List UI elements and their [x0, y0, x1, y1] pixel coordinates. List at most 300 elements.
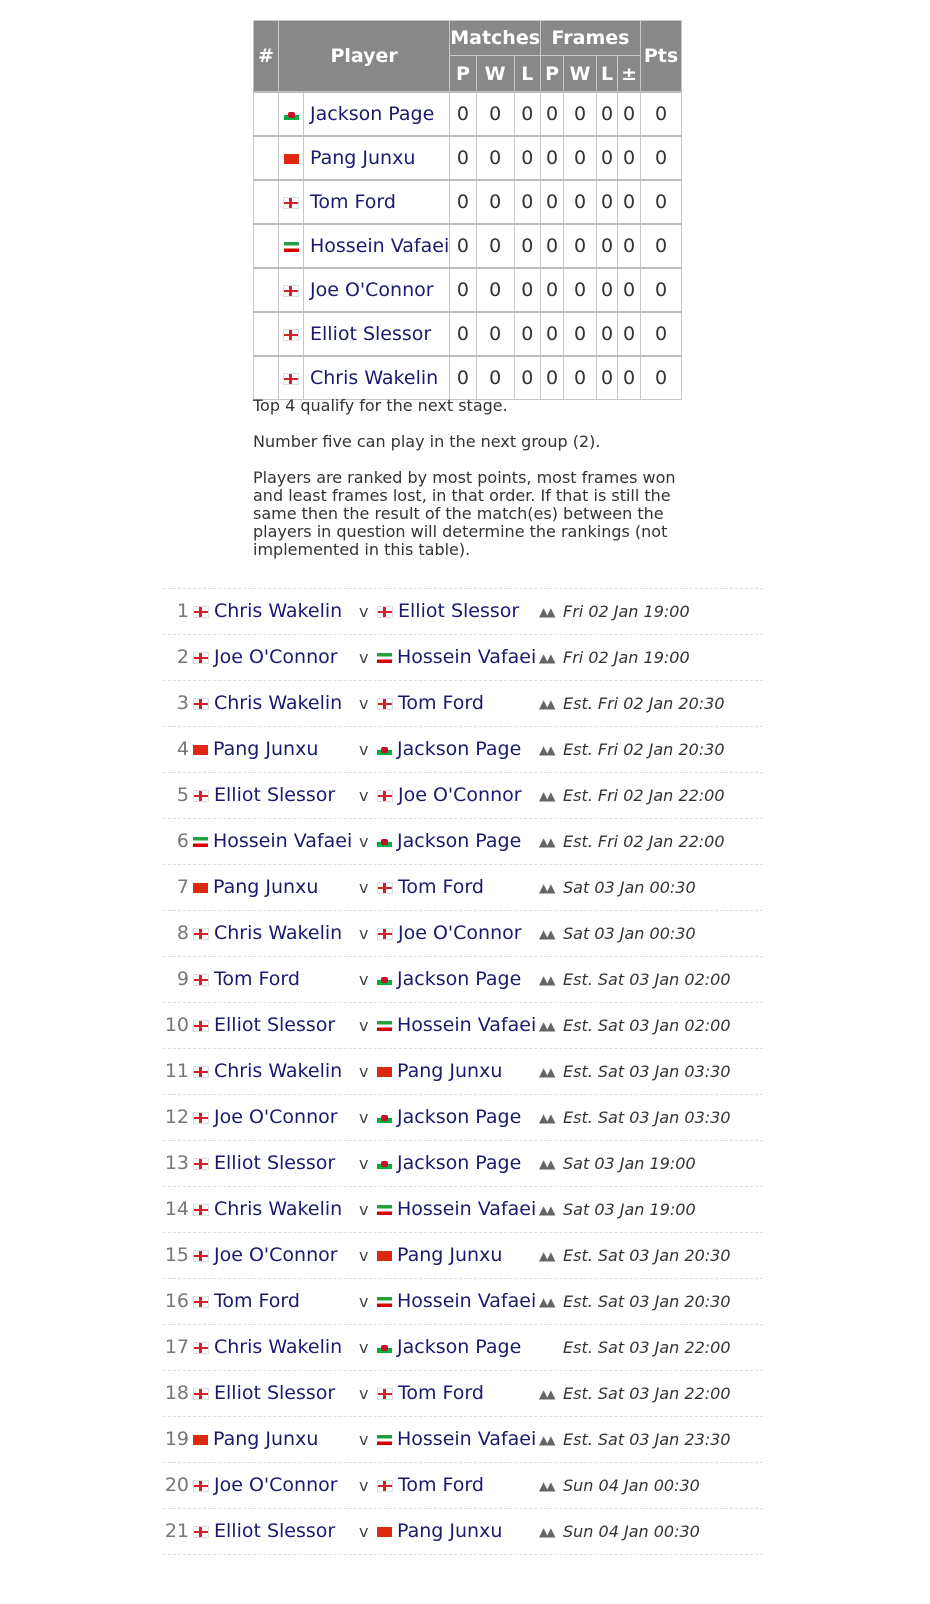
flag-eng-icon — [377, 1388, 393, 1400]
fixture-player-2[interactable] — [377, 738, 521, 760]
fixture-player-2-name[interactable]: Pang Junxu — [397, 1060, 503, 1082]
standings-table — [253, 20, 682, 400]
fixture-player-2[interactable] — [377, 1152, 521, 1174]
versus-label: v — [359, 648, 369, 667]
fixture-player-2-name[interactable]: Jackson Page — [397, 830, 522, 852]
matches-lost-header: L — [514, 56, 540, 93]
standings-row — [254, 224, 682, 268]
versus-label: v — [359, 740, 369, 759]
players-table-icon: ▲▲ — [539, 1157, 554, 1171]
versus-label: v — [359, 1062, 369, 1081]
flag-chn-icon — [193, 1435, 208, 1445]
fixture-player-1[interactable] — [193, 1152, 335, 1174]
fixture-player-1-name[interactable]: Joe O'Connor — [214, 1474, 338, 1496]
frames-diff: 0 — [618, 92, 641, 136]
fixture-number: 18 — [164, 1382, 189, 1404]
fixture-player-2-name[interactable]: Jackson Page — [397, 1336, 522, 1358]
flag-eng-icon — [193, 1112, 209, 1124]
versus-label: v — [359, 878, 369, 897]
flag-eng-icon — [193, 1388, 209, 1400]
flag-eng-icon — [283, 329, 299, 341]
fixture-player-2[interactable] — [377, 1244, 502, 1266]
frames-lost: 0 — [597, 224, 618, 268]
fixture-player-2-name[interactable]: Jackson Page — [397, 738, 522, 760]
players-table-icon: ▲▲ — [539, 651, 554, 665]
points: 0 — [641, 136, 682, 180]
fixture-player-2[interactable] — [377, 692, 484, 714]
frames-won: 0 — [564, 180, 597, 224]
frames-played: 0 — [541, 312, 564, 356]
fixture-time: Sun 04 Jan 00:30 — [563, 1476, 700, 1495]
flag-eng-icon — [193, 790, 209, 802]
fixture-player-2-name[interactable]: Pang Junxu — [397, 1244, 503, 1266]
versus-label: v — [359, 786, 369, 805]
rank-header: # — [254, 21, 279, 93]
flag-cell — [279, 312, 304, 356]
fixture-time: Est. Sat 03 Jan 03:30 — [563, 1108, 731, 1127]
standings-row — [254, 180, 682, 224]
fixture-number: 3 — [176, 692, 189, 714]
fixture-player-2[interactable] — [377, 784, 522, 806]
fixture-player-1-name[interactable]: Joe O'Connor — [214, 646, 338, 668]
points: 0 — [641, 224, 682, 268]
fixture-number: 14 — [164, 1198, 189, 1220]
fixture-row — [163, 1094, 763, 1140]
fixture-number: 13 — [164, 1152, 189, 1174]
fixture-player-2[interactable] — [377, 876, 484, 898]
fixture-player-2-name[interactable]: Tom Ford — [398, 1474, 484, 1496]
frames-played: 0 — [541, 92, 564, 136]
flag-eng-icon — [193, 1066, 209, 1078]
fixture-row — [163, 1324, 763, 1370]
player-name-link[interactable]: Chris Wakelin — [304, 356, 450, 400]
matches-won: 0 — [476, 312, 514, 356]
players-table-icon: ▲▲ — [539, 835, 554, 849]
frames-diff: 0 — [618, 224, 641, 268]
frames-lost: 0 — [597, 356, 618, 400]
fixture-player-1[interactable] — [193, 830, 352, 852]
fixture-player-1-name[interactable]: Chris Wakelin — [214, 1060, 343, 1082]
players-table-icon: ▲▲ — [539, 1295, 554, 1309]
versus-label: v — [359, 1200, 369, 1219]
flag-wal-icon — [377, 1113, 392, 1123]
players-table-icon: ▲▲ — [539, 1479, 554, 1493]
rank-cell — [254, 268, 279, 312]
versus-label: v — [359, 970, 369, 989]
fixture-player-1-name[interactable]: Elliot Slessor — [214, 1382, 336, 1404]
flag-eng-icon — [377, 882, 393, 894]
fixture-player-1-name[interactable]: Chris Wakelin — [214, 692, 343, 714]
frames-played: 0 — [541, 136, 564, 180]
flag-wal-icon — [377, 975, 392, 985]
versus-label: v — [359, 694, 369, 713]
points: 0 — [641, 268, 682, 312]
versus-label: v — [359, 832, 369, 851]
flag-irn-icon — [377, 1021, 392, 1031]
fixture-player-2[interactable] — [377, 1428, 536, 1450]
fixture-player-1-name[interactable]: Elliot Slessor — [214, 1152, 336, 1174]
fixture-player-2[interactable] — [377, 1382, 484, 1404]
rank-cell — [254, 356, 279, 400]
fixture-time: Est. Sat 03 Jan 20:30 — [563, 1246, 731, 1265]
players-table-icon: ▲▲ — [539, 1065, 554, 1079]
fixture-row — [163, 1140, 763, 1186]
fixture-player-2-name[interactable]: Jackson Page — [397, 1106, 522, 1128]
fixture-player-2[interactable] — [377, 646, 536, 668]
frames-won: 0 — [564, 92, 597, 136]
versus-label: v — [359, 1292, 369, 1311]
fixture-player-1-name[interactable]: Joe O'Connor — [214, 1106, 338, 1128]
fixture-player-2-name[interactable]: Hossein Vafaei — [397, 1428, 537, 1450]
versus-label: v — [359, 602, 369, 621]
fixture-player-2[interactable] — [377, 1060, 502, 1082]
fixture-row — [163, 1002, 763, 1048]
flag-eng-icon — [377, 1480, 393, 1492]
fixture-row — [163, 1232, 763, 1278]
versus-label: v — [359, 1154, 369, 1173]
fixture-player-2[interactable] — [377, 1336, 521, 1358]
flag-eng-icon — [193, 1342, 209, 1354]
fixture-row — [163, 680, 763, 726]
fixture-row — [163, 772, 763, 818]
fixture-number: 10 — [164, 1014, 189, 1036]
frames-diff: 0 — [618, 180, 641, 224]
table-notes — [253, 397, 683, 577]
flag-eng-icon — [193, 1480, 209, 1492]
matches-won: 0 — [476, 92, 514, 136]
fixture-number: 7 — [176, 876, 189, 898]
rank-cell — [254, 92, 279, 136]
player-name-link[interactable]: Elliot Slessor — [304, 312, 450, 356]
matches-played: 0 — [450, 312, 476, 356]
fixture-player-2[interactable] — [377, 1474, 484, 1496]
fixture-player-2[interactable] — [377, 1520, 502, 1542]
fixture-player-1[interactable] — [193, 876, 318, 898]
fixture-player-2[interactable] — [377, 1106, 521, 1128]
fixture-row — [163, 1462, 763, 1508]
fixtures-list — [163, 588, 763, 1555]
fixture-player-1[interactable] — [193, 1382, 335, 1404]
fixture-row — [163, 910, 763, 956]
fixture-number: 12 — [164, 1106, 189, 1128]
matches-header: Matches — [450, 21, 541, 56]
flag-eng-icon — [377, 790, 393, 802]
fixture-player-2[interactable] — [377, 1014, 536, 1036]
fixture-player-1[interactable] — [193, 784, 335, 806]
players-table-icon: ▲▲ — [539, 1203, 554, 1217]
fixture-row — [163, 1278, 763, 1324]
frames-won: 0 — [564, 268, 597, 312]
fixture-time: Est. Sat 03 Jan 20:30 — [563, 1292, 731, 1311]
fixture-number: 8 — [176, 922, 189, 944]
fixture-player-2-name[interactable]: Tom Ford — [398, 1382, 484, 1404]
fixture-time: Sat 03 Jan 00:30 — [563, 924, 696, 943]
fixture-player-1-name[interactable]: Tom Ford — [214, 1290, 300, 1312]
flag-eng-icon — [193, 1296, 209, 1308]
frames-diff: 0 — [618, 268, 641, 312]
note-ranking: Players are ranked by most points, most frames won and least frames lost, in that order. If that is still the same then the result of the match(es) between the players in question will determine the rankings (not implemented in this table). — [253, 468, 676, 559]
flag-wal-icon — [377, 1159, 392, 1169]
flag-irn-icon — [193, 837, 208, 847]
standings-row — [254, 312, 682, 356]
flag-wal-icon — [377, 837, 392, 847]
fixture-player-2[interactable] — [377, 830, 521, 852]
fixture-player-1-name[interactable]: Chris Wakelin — [214, 1336, 343, 1358]
flag-eng-icon — [193, 698, 209, 710]
fixture-player-2[interactable] — [377, 1198, 536, 1220]
frames-won: 0 — [564, 136, 597, 180]
fixture-player-1[interactable] — [193, 1474, 338, 1496]
fixture-player-2-name[interactable]: Joe O'Connor — [398, 922, 522, 944]
fixture-player-2-name[interactable]: Joe O'Connor — [398, 784, 522, 806]
flag-irn-icon — [377, 1435, 392, 1445]
points: 0 — [641, 312, 682, 356]
matches-lost: 0 — [514, 312, 540, 356]
fixture-number: 11 — [164, 1060, 189, 1082]
fixture-player-1[interactable] — [193, 1060, 342, 1082]
flag-irn-icon — [377, 1297, 392, 1307]
players-table-icon: ▲▲ — [539, 743, 554, 757]
fixture-player-2[interactable] — [377, 968, 521, 990]
matches-played: 0 — [450, 92, 476, 136]
fixture-time: Est. Sat 03 Jan 23:30 — [563, 1430, 731, 1449]
flag-eng-icon — [377, 606, 393, 618]
player-name-link[interactable]: Hossein Vafaei — [304, 224, 450, 268]
frames-lost: 0 — [597, 180, 618, 224]
flag-cell — [279, 92, 304, 136]
fixture-row — [163, 726, 763, 772]
fixture-row — [163, 1048, 763, 1094]
fixture-number: 1 — [176, 600, 189, 622]
flag-chn-icon — [284, 154, 299, 164]
flag-wal-icon — [284, 110, 299, 120]
players-table-icon: ▲▲ — [539, 973, 554, 987]
player-name-link[interactable]: Jackson Page — [304, 92, 450, 136]
fixture-player-2-name[interactable]: Tom Ford — [398, 876, 484, 898]
players-table-icon: ▲▲ — [539, 1249, 554, 1263]
fixture-player-1[interactable] — [193, 1106, 338, 1128]
frames-lost: 0 — [597, 268, 618, 312]
fixture-player-1-name[interactable]: Pang Junxu — [213, 1428, 319, 1450]
flag-eng-icon — [193, 974, 209, 986]
frames-won: 0 — [564, 224, 597, 268]
fixture-player-1-name[interactable]: Joe O'Connor — [214, 1244, 338, 1266]
frames-played: 0 — [541, 356, 564, 400]
fixture-player-2-name[interactable]: Hossein Vafaei — [397, 646, 537, 668]
flag-eng-icon — [193, 652, 209, 664]
matches-played: 0 — [450, 268, 476, 312]
fixture-player-1[interactable] — [193, 922, 342, 944]
fixture-player-1-name[interactable]: Hossein Vafaei — [213, 830, 353, 852]
flag-chn-icon — [377, 1251, 392, 1261]
fixture-number: 19 — [164, 1428, 189, 1450]
flag-eng-icon — [193, 1020, 209, 1032]
versus-label: v — [359, 1430, 369, 1449]
fixture-player-1-name[interactable]: Chris Wakelin — [214, 922, 343, 944]
fixture-player-2-name[interactable]: Jackson Page — [397, 1152, 522, 1174]
frames-diff: 0 — [618, 312, 641, 356]
matches-won: 0 — [476, 356, 514, 400]
flag-cell — [279, 224, 304, 268]
versus-label: v — [359, 1522, 369, 1541]
fixture-number: 4 — [176, 738, 189, 760]
fixture-player-1[interactable] — [193, 1014, 335, 1036]
players-table-icon: ▲▲ — [539, 789, 554, 803]
fixture-time: Sat 03 Jan 19:00 — [563, 1154, 696, 1173]
fixture-row — [163, 1370, 763, 1416]
frames-diff: 0 — [618, 136, 641, 180]
flag-eng-icon — [193, 1526, 209, 1538]
matches-lost: 0 — [514, 224, 540, 268]
points: 0 — [641, 92, 682, 136]
player-name-link[interactable]: Tom Ford — [304, 180, 450, 224]
fixture-time: Fri 02 Jan 19:00 — [563, 648, 690, 667]
flag-cell — [279, 356, 304, 400]
fixture-row — [163, 1508, 763, 1555]
note-group: Number five can play in the next group (2). — [253, 432, 601, 451]
fixture-player-1[interactable] — [193, 1336, 342, 1358]
fixture-player-2[interactable] — [377, 1290, 536, 1312]
frames-won: 0 — [564, 312, 597, 356]
matches-played-header: P — [450, 56, 476, 93]
flag-wal-icon — [377, 1343, 392, 1353]
fixture-time: Est. Sat 03 Jan 22:00 — [563, 1338, 731, 1357]
matches-won: 0 — [476, 224, 514, 268]
fixture-number: 15 — [164, 1244, 189, 1266]
fixture-number: 17 — [164, 1336, 189, 1358]
players-table-icon: ▲▲ — [539, 1019, 554, 1033]
matches-played: 0 — [450, 180, 476, 224]
fixture-player-2-name[interactable]: Tom Ford — [398, 692, 484, 714]
fixture-player-1-name[interactable]: Elliot Slessor — [214, 1520, 336, 1542]
players-table-icon: ▲▲ — [539, 1111, 554, 1125]
fixture-player-1[interactable] — [193, 692, 342, 714]
fixture-player-2-name[interactable]: Jackson Page — [397, 968, 522, 990]
fixture-player-2-name[interactable]: Hossein Vafaei — [397, 1014, 537, 1036]
fixture-player-1[interactable] — [193, 646, 338, 668]
frames-won: 0 — [564, 356, 597, 400]
fixture-player-2-name[interactable]: Pang Junxu — [397, 1520, 503, 1542]
fixture-row — [163, 1416, 763, 1462]
matches-won: 0 — [476, 268, 514, 312]
matches-played: 0 — [450, 356, 476, 400]
fixture-time: Est. Sat 03 Jan 03:30 — [563, 1062, 731, 1081]
versus-label: v — [359, 924, 369, 943]
flag-eng-icon — [193, 1250, 209, 1262]
flag-eng-icon — [377, 698, 393, 710]
matches-lost: 0 — [514, 92, 540, 136]
fixture-time: Est. Sat 03 Jan 02:00 — [563, 1016, 731, 1035]
fixture-player-1[interactable] — [193, 1520, 335, 1542]
versus-label: v — [359, 1246, 369, 1265]
flag-cell — [279, 180, 304, 224]
fixture-time: Est. Fri 02 Jan 20:30 — [563, 740, 725, 759]
matches-won-header: W — [476, 56, 514, 93]
flag-eng-icon — [283, 285, 299, 297]
fixture-time: Sun 04 Jan 00:30 — [563, 1522, 700, 1541]
fixture-player-1-name[interactable]: Chris Wakelin — [214, 600, 343, 622]
matches-lost: 0 — [514, 136, 540, 180]
player-header: Player — [279, 21, 450, 93]
players-table-icon: ▲▲ — [539, 1387, 554, 1401]
players-table-icon: ▲▲ — [539, 1525, 554, 1539]
players-table-icon: ▲▲ — [539, 881, 554, 895]
fixture-number: 20 — [164, 1474, 189, 1496]
frames-lost: 0 — [597, 136, 618, 180]
players-table-icon: ▲▲ — [539, 697, 554, 711]
flag-irn-icon — [377, 653, 392, 663]
flag-chn-icon — [377, 1527, 392, 1537]
frames-played-header: P — [541, 56, 564, 93]
fixture-player-1[interactable] — [193, 1428, 318, 1450]
fixture-time: Sat 03 Jan 19:00 — [563, 1200, 696, 1219]
players-table-icon: ▲▲ — [539, 927, 554, 941]
matches-lost: 0 — [514, 356, 540, 400]
fixture-player-2[interactable] — [377, 600, 519, 622]
frames-lost: 0 — [597, 92, 618, 136]
fixture-player-1[interactable] — [193, 1198, 342, 1220]
matches-won: 0 — [476, 180, 514, 224]
flag-cell — [279, 136, 304, 180]
fixture-player-1-name[interactable]: Tom Ford — [214, 968, 300, 990]
flag-chn-icon — [193, 745, 208, 755]
fixture-player-1[interactable] — [193, 1244, 338, 1266]
flag-eng-icon — [193, 1204, 209, 1216]
flag-eng-icon — [377, 928, 393, 940]
fixture-row — [163, 864, 763, 910]
frames-header: Frames — [541, 21, 641, 56]
fixture-player-2-name[interactable]: Hossein Vafaei — [397, 1198, 537, 1220]
fixture-player-1[interactable] — [193, 600, 342, 622]
rank-cell — [254, 180, 279, 224]
frames-diff-header: ± — [618, 56, 641, 93]
fixture-player-1-name[interactable]: Pang Junxu — [213, 738, 319, 760]
versus-label: v — [359, 1016, 369, 1035]
flag-irn-icon — [284, 242, 299, 252]
fixture-row — [163, 588, 763, 634]
points: 0 — [641, 180, 682, 224]
fixture-player-1-name[interactable]: Pang Junxu — [213, 876, 319, 898]
matches-lost: 0 — [514, 268, 540, 312]
frames-won-header: W — [564, 56, 597, 93]
flag-eng-icon — [193, 606, 209, 618]
matches-lost: 0 — [514, 180, 540, 224]
flag-eng-icon — [283, 373, 299, 385]
fixture-player-1[interactable] — [193, 1290, 300, 1312]
frames-played: 0 — [541, 268, 564, 312]
fixture-player-1-name[interactable]: Elliot Slessor — [214, 1014, 336, 1036]
fixture-player-2-name[interactable]: Elliot Slessor — [398, 600, 520, 622]
player-name-link[interactable]: Joe O'Connor — [304, 268, 450, 312]
fixture-number: 2 — [176, 646, 189, 668]
fixture-time: Fri 02 Jan 19:00 — [563, 602, 690, 621]
fixture-player-1-name[interactable]: Elliot Slessor — [214, 784, 336, 806]
fixture-number: 9 — [176, 968, 189, 990]
fixture-time: Sat 03 Jan 00:30 — [563, 878, 696, 897]
player-name-link[interactable]: Pang Junxu — [304, 136, 450, 180]
frames-diff: 0 — [618, 356, 641, 400]
fixture-player-1[interactable] — [193, 738, 318, 760]
fixture-player-2[interactable] — [377, 922, 522, 944]
flag-chn-icon — [193, 883, 208, 893]
fixture-player-1-name[interactable]: Chris Wakelin — [214, 1198, 343, 1220]
fixture-player-1[interactable] — [193, 968, 300, 990]
rank-cell — [254, 136, 279, 180]
flag-eng-icon — [193, 928, 209, 940]
fixture-time: Est. Sat 03 Jan 22:00 — [563, 1384, 731, 1403]
fixture-number: 21 — [164, 1520, 189, 1542]
fixture-player-2-name[interactable]: Hossein Vafaei — [397, 1290, 537, 1312]
